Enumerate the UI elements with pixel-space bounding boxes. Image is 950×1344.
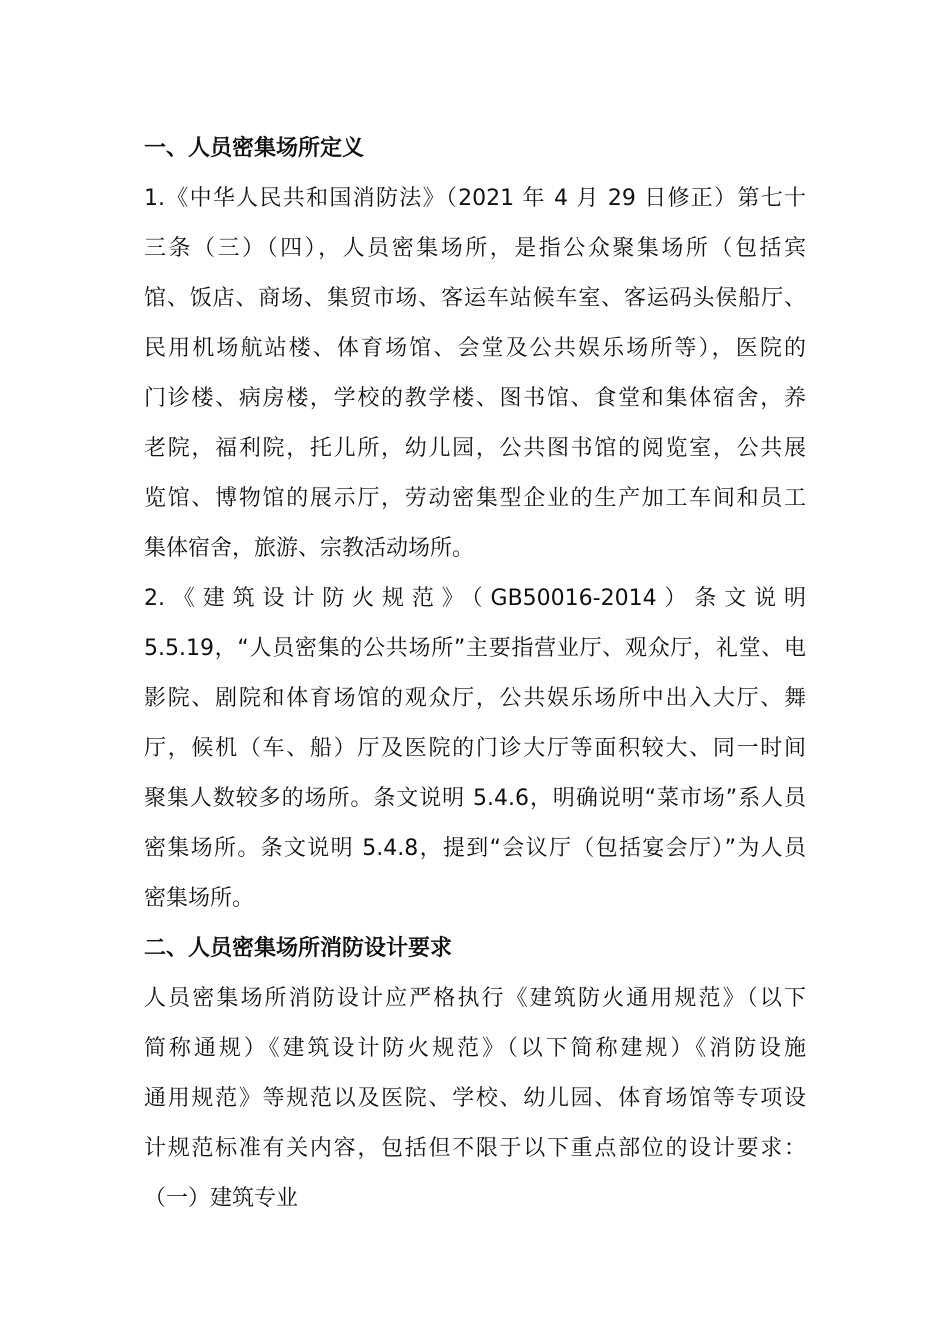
paragraph-line: 聚集人数较多的场所。条文说明 5.4.6，明确说明“菜市场”系人员 <box>144 786 806 811</box>
section-2-heading: 二、人员密集场所消防设计要求 <box>144 936 453 961</box>
paragraph-line: 人员密集场所消防设计应严格执行《建筑防火通用规范》（以下 <box>144 986 806 1011</box>
paragraph-line: 通用规范》等规范以及医院、学校、幼儿园、体育场馆等专项设 <box>144 1086 806 1111</box>
paragraph-line: 密集场所。条文说明 5.4.8，提到“会议厅（包括宴会厅）”为人员 <box>144 836 806 861</box>
paragraph-line: 民用机场航站楼、体育场馆、会堂及公共娱乐场所等），医院的 <box>144 336 806 361</box>
paragraph-line: 老院，福利院，托儿所，幼儿园，公共图书馆的阅览室，公共展 <box>144 436 806 461</box>
paragraph-line: 影院、剧院和体育场馆的观众厅，公共娱乐场所中出入大厅、舞 <box>144 686 806 711</box>
paragraph-line: 览馆、博物馆的展示厅，劳动密集型企业的生产加工车间和员工 <box>144 486 806 511</box>
paragraph-line: 密集场所。 <box>144 886 255 911</box>
paragraph-line: 简称通规）《建筑设计防火规范》（以下简称建规）《消防设施 <box>144 1036 806 1061</box>
paragraph-line: 集体宿舍，旅游、宗教活动场所。 <box>144 536 475 561</box>
paragraph-line: 厅，候机（车、船）厅及医院的门诊大厅等面积较大、同一时间 <box>144 736 806 761</box>
paragraph-line: 2.《建筑设计防火规范》（GB50016-2014）条文说明 <box>144 586 806 611</box>
section-1-heading: 一、人员密集场所定义 <box>144 136 365 161</box>
paragraph-line: 1.《中华人民共和国消防法》（2021 年 4 月 29 日修正）第七十 <box>144 186 806 211</box>
paragraph-line: 门诊楼、病房楼，学校的教学楼、图书馆、食堂和集体宿舍，养 <box>144 386 806 411</box>
subsection-heading: （一）建筑专业 <box>144 1186 299 1211</box>
paragraph-line: 馆、饭店、商场、集贸市场、客运车站候车室、客运码头侯船厅、 <box>144 286 806 311</box>
paragraph-line: 计规范标准有关内容，包括但不限于以下重点部位的设计要求： <box>144 1136 806 1161</box>
paragraph-line: 5.5.19，“人员密集的公共场所”主要指营业厅、观众厅，礼堂、电 <box>144 636 806 661</box>
paragraph-line: 三条（三）（四），人员密集场所，是指公众聚集场所（包括宾 <box>144 236 806 261</box>
